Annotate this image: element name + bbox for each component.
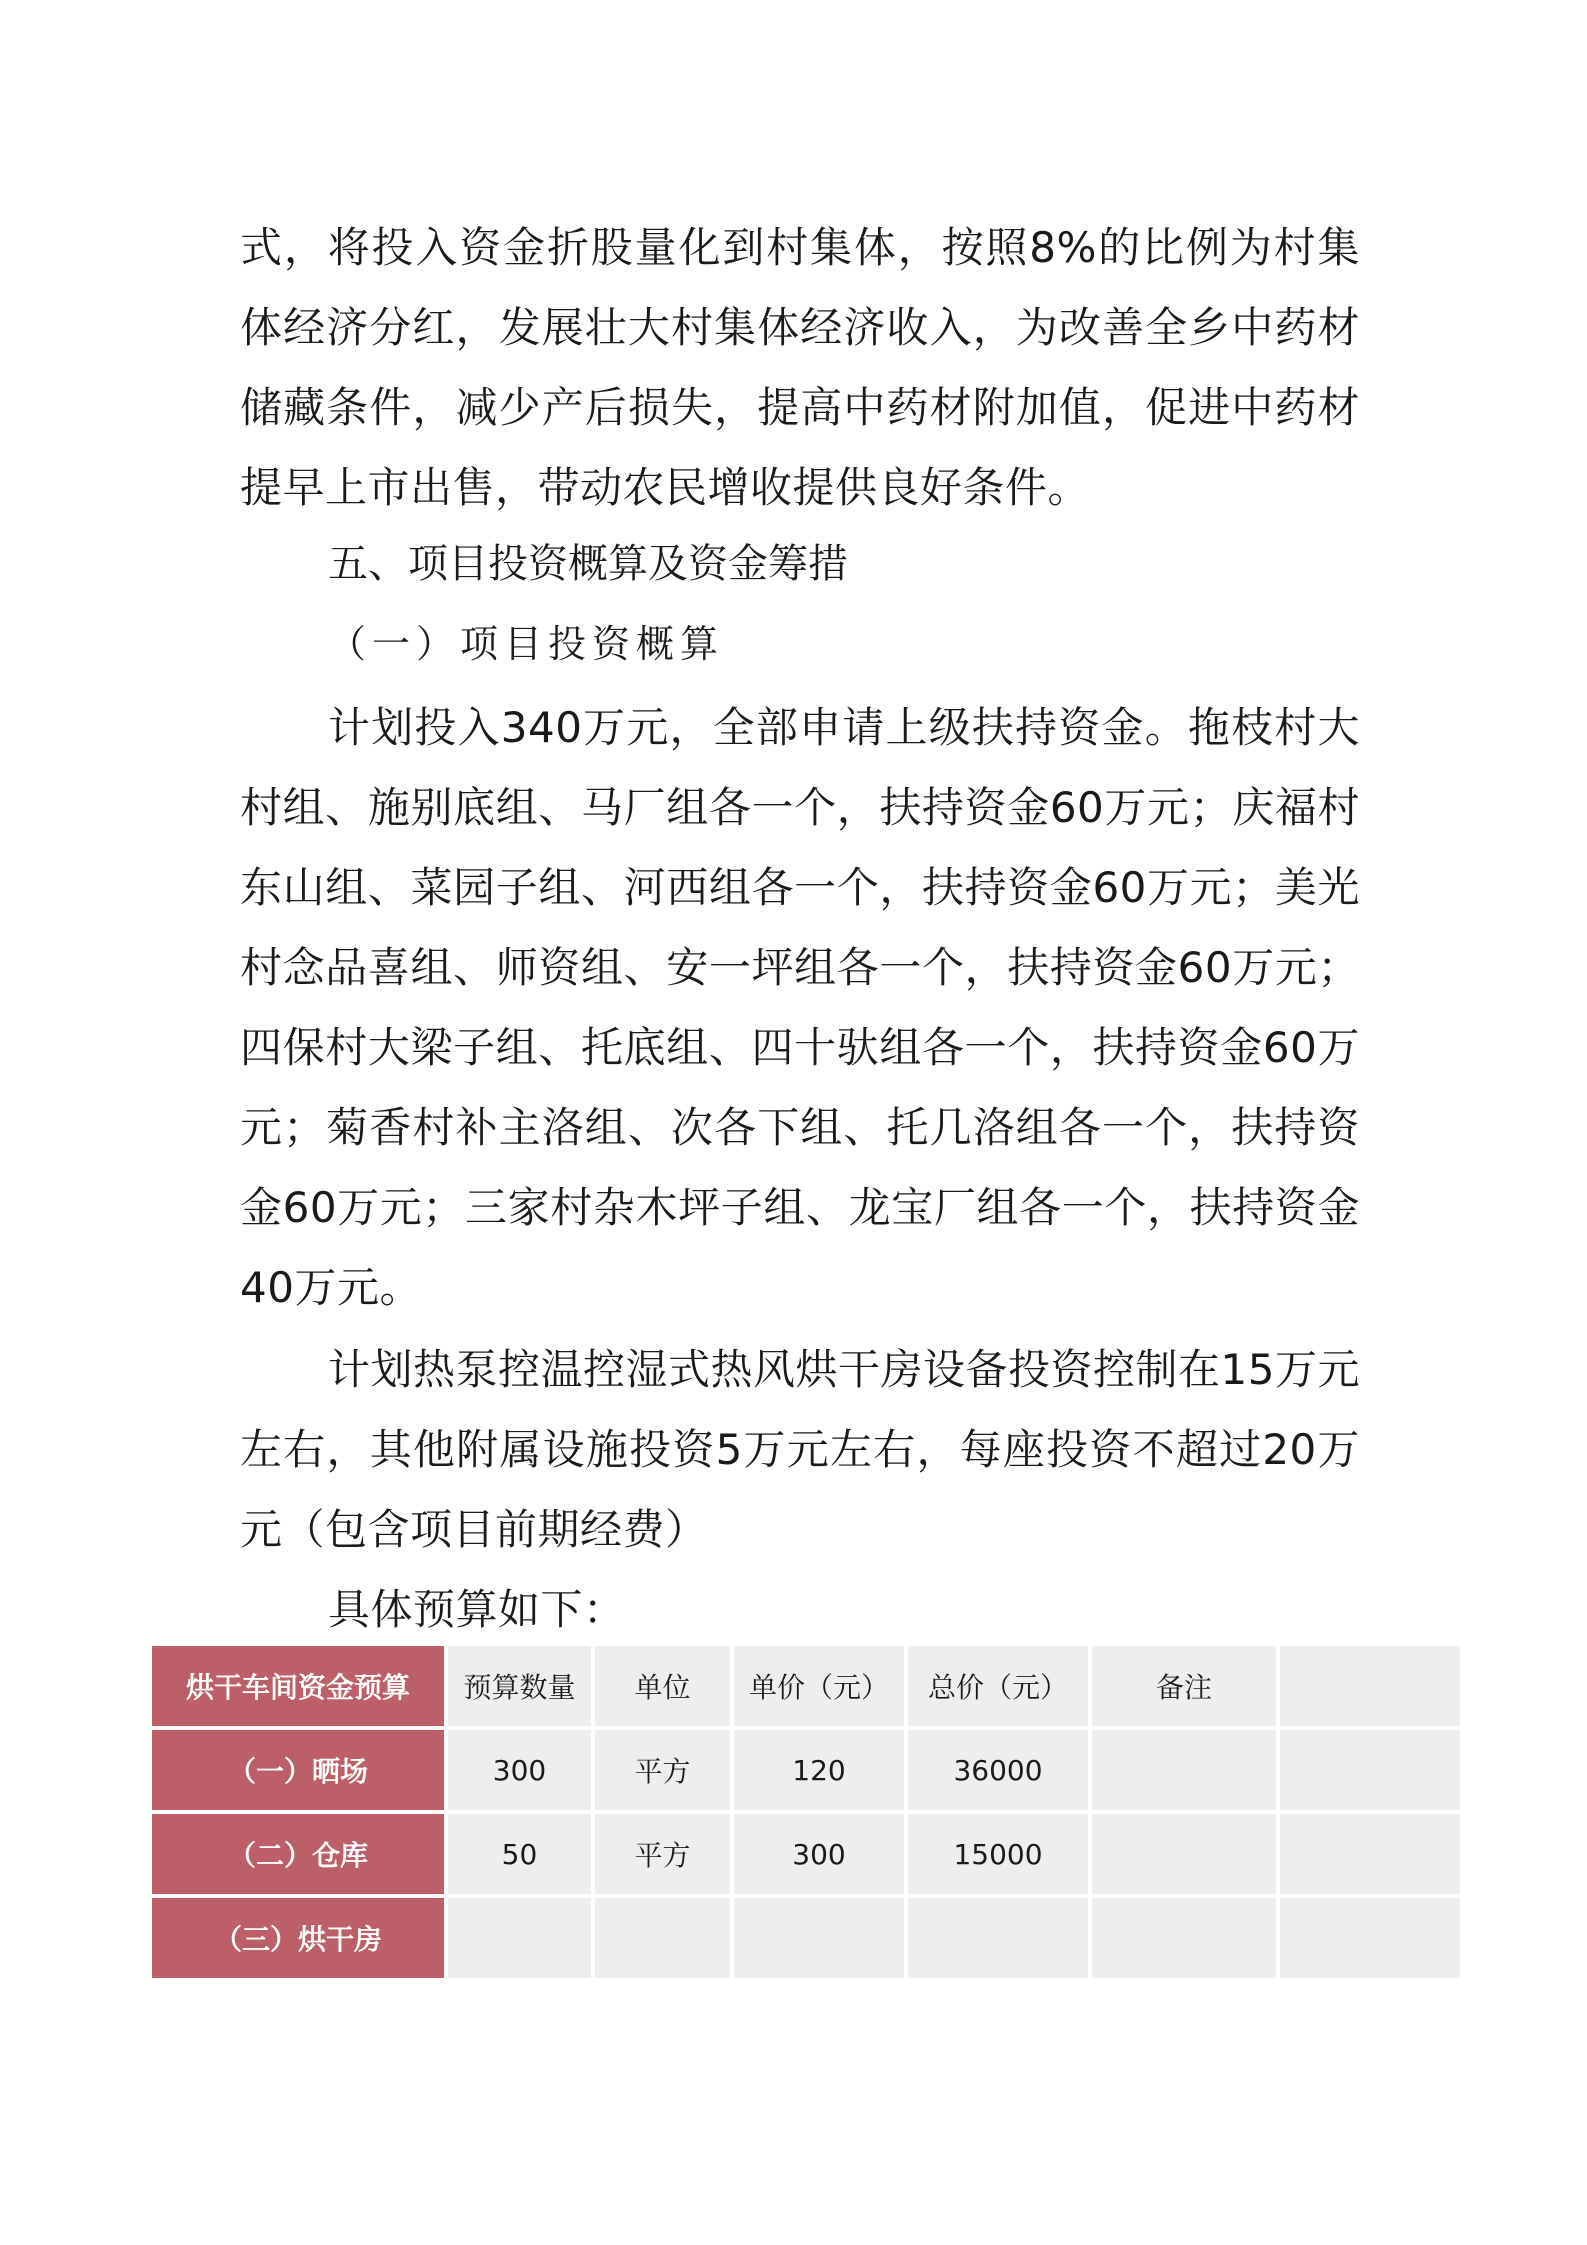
note-cell <box>1092 1730 1276 1810</box>
extra-cell <box>1280 1814 1460 1894</box>
total-cell: 36000 <box>908 1730 1088 1810</box>
note-cell <box>1092 1898 1276 1978</box>
table-header-cell: 单价（元） <box>734 1646 904 1726</box>
paragraph-dividend: 式，将投入资金折股量化到村集体，按照8%的比例为村集体经济分红，发展壮大村集体经济收入，为改善全乡中药材储藏条件，减少产后损失，提高中药材附加值，促进中药材提早上市出售，带动农民增收提供良好条件。 <box>240 223 1360 512</box>
table-header-row <box>152 1646 1460 1726</box>
paragraph-equipment-cost: 计划热泵控温控湿式热风烘干房设备投资控制在15万元左右，其他附属设施投资5万元左右，每座投资不超过20万元（包含项目前期经费） <box>240 1345 1360 1554</box>
table-header-cell: 备注 <box>1092 1646 1276 1726</box>
section-heading-investment: 五、项目投资概算及资金筹措 <box>328 541 848 587</box>
quantity-cell: 300 <box>448 1730 591 1810</box>
table-header-cell <box>1280 1646 1460 1726</box>
row-label-cell: （二）仓库 <box>152 1814 444 1894</box>
table-header-cell: 预算数量 <box>448 1646 591 1726</box>
subsection-heading-estimate: （一）项目投资概算 <box>328 622 725 666</box>
total-cell: 15000 <box>908 1814 1088 1894</box>
unit-cell: 平方 <box>595 1730 730 1810</box>
row-label-cell: （三）烘干房 <box>152 1898 444 1978</box>
table-header-cell: 单位 <box>595 1646 730 1726</box>
unit-cell: 平方 <box>595 1814 730 1894</box>
paragraph-funding-plan: 计划投入340万元，全部申请上级扶持资金。拖枝村大村组、施别底组、马厂组各一个，扶持资金60万元；庆福村东山组、菜园子组、河西组各一个，扶持资金60万元；美光村念品喜组、师资组、安一坪组各一个，扶持资金60万元；四保村大梁子组、托底组、四十驮组各一个，扶持资金60万元；菊香村补主洛组、次各下组、托几洛组各一个，扶持资金60万元；三家村杂木坪子组、龙宝厂组各一个，扶持资金40万元。 <box>240 703 1360 1312</box>
note-cell <box>1092 1814 1276 1894</box>
table-row <box>152 1898 1460 1978</box>
extra-cell <box>1280 1730 1460 1810</box>
price-cell: 120 <box>734 1730 904 1810</box>
budget-table <box>148 1642 1464 1982</box>
table-header-cell: 总价（元） <box>908 1646 1088 1726</box>
table-row <box>152 1814 1460 1894</box>
total-cell <box>908 1898 1088 1978</box>
table-row <box>152 1730 1460 1810</box>
quantity-cell <box>448 1898 591 1978</box>
table-header-cell: 烘干车间资金预算 <box>152 1646 444 1726</box>
quantity-cell: 50 <box>448 1814 591 1894</box>
row-label-cell: （一）晒场 <box>152 1730 444 1810</box>
price-cell: 300 <box>734 1814 904 1894</box>
unit-cell <box>595 1898 730 1978</box>
price-cell <box>734 1898 904 1978</box>
paragraph-budget-intro: 具体预算如下： <box>328 1585 626 1634</box>
extra-cell <box>1280 1898 1460 1978</box>
